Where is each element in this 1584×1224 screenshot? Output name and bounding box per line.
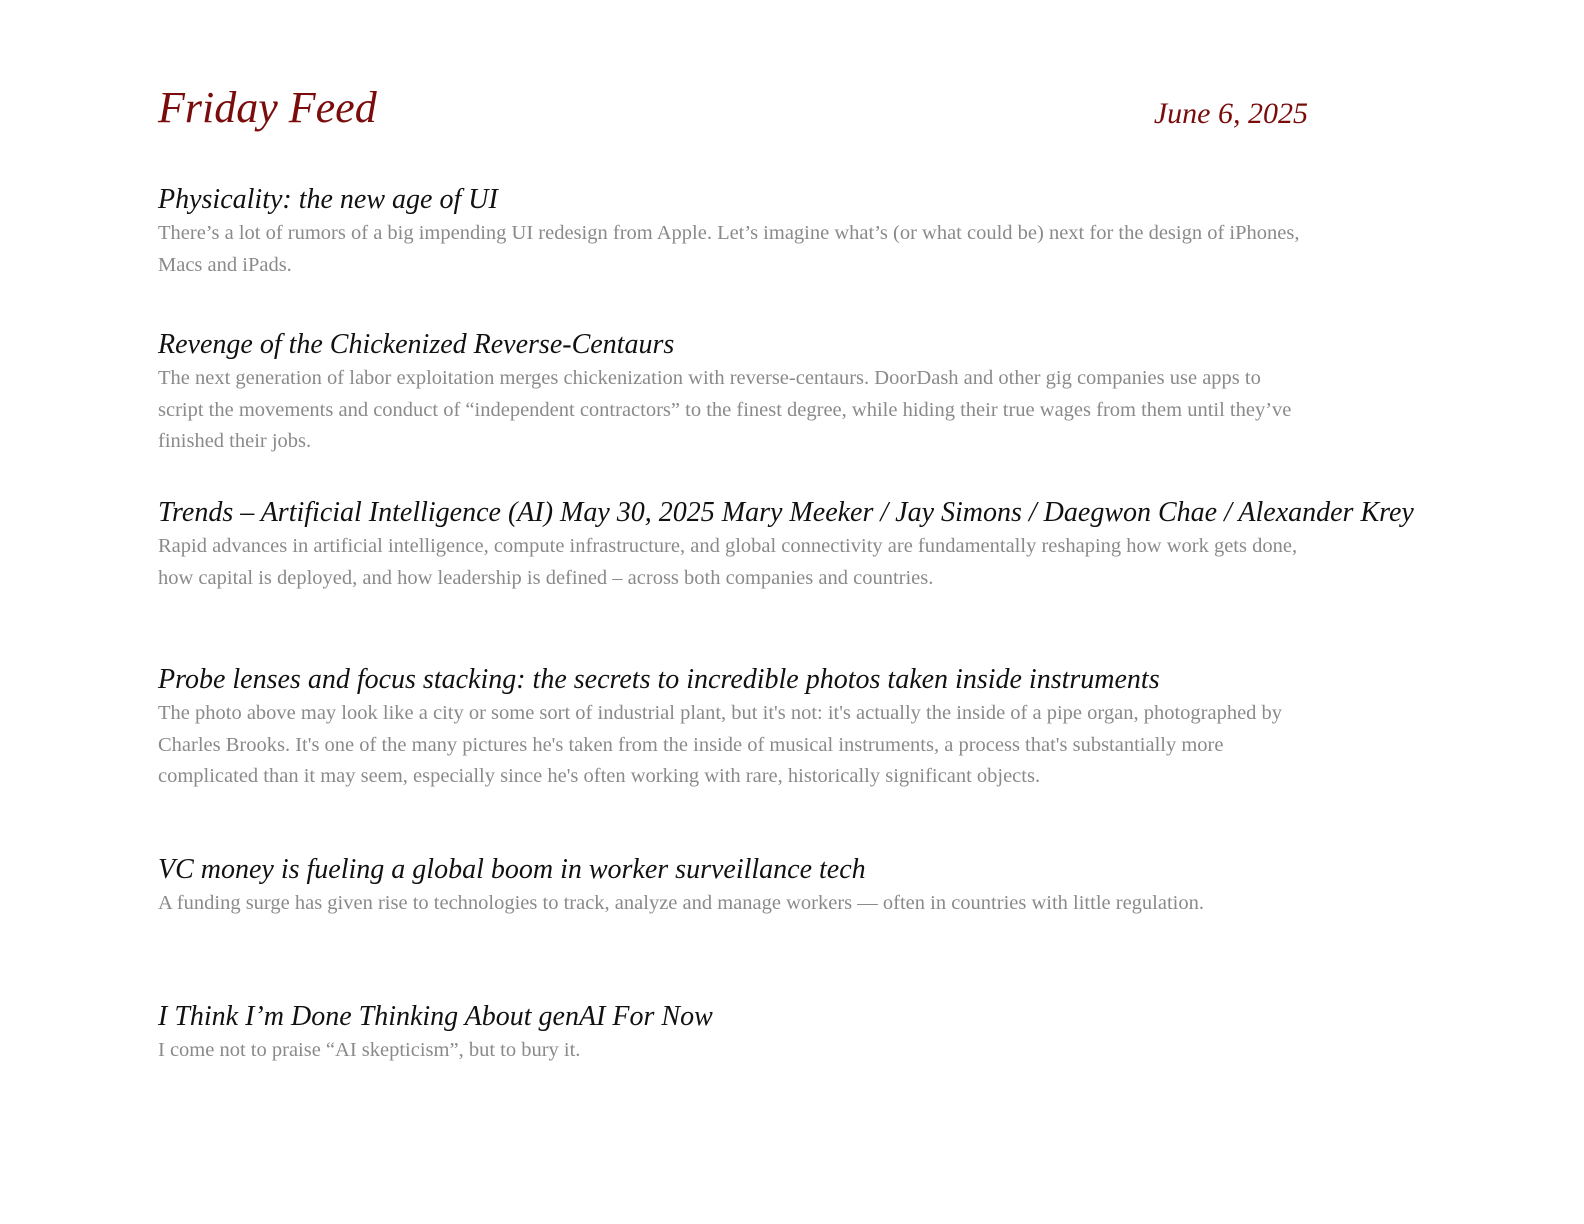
article-title-link[interactable]: Trends – Artificial Intelligence (AI) May 30, 2025 Mary Meeker / Jay Simons / Daegwon Chae / Alexander Krey — [158, 497, 1414, 528]
article-summary: The photo above may look like a city or some sort of industrial plant, but it's not: it's actually the inside of a pipe organ, photographed by Charles Brooks. It's one of the many pictures he's taken from the inside of musical instruments, a process that's substantially more complicated than it may seem, especially since he's often working with rare, historically significant objects. — [158, 702, 1283, 788]
article-item — [158, 327, 1308, 458]
article-title-link[interactable]: Probe lenses and focus stacking: the secrets to incredible photos taken inside instruments — [158, 664, 1160, 695]
article-title-link[interactable]: I Think I’m Done Thinking About genAI For Now — [158, 1001, 713, 1032]
article-title-link[interactable]: Physicality: the new age of UI — [158, 184, 498, 215]
article-item — [158, 852, 1308, 920]
article-title-link[interactable]: Revenge of the Chickenized Reverse-Centaurs — [158, 329, 675, 360]
article-item — [158, 999, 1308, 1067]
feed-header — [158, 80, 1308, 140]
article-summary: I come not to praise “AI skepticism”, but to bury it. — [158, 1039, 581, 1061]
article-item — [158, 495, 1414, 594]
article-summary: There’s a lot of rumors of a big impending UI redesign from Apple. Let’s imagine what’s (or what could be) next for the design of iPhones, Macs and iPads. — [158, 222, 1300, 276]
article-item — [158, 662, 1308, 793]
feed-date: June 6, 2025 — [1153, 97, 1308, 130]
article-summary: A funding surge has given rise to technologies to track, analyze and manage workers — often in countries with little regulation. — [158, 892, 1204, 914]
page-title: Friday Feed — [158, 83, 377, 132]
article-title-link[interactable]: VC money is fueling a global boom in worker surveillance tech — [158, 854, 866, 885]
article-summary: The next generation of labor exploitation merges chickenization with reverse-centaurs. DoorDash and other gig companies use apps to script the movements and conduct of “independent contractors” to the finest degree, while hiding their true wages from them until they’ve finished their jobs. — [158, 367, 1292, 453]
article-summary: Rapid advances in artificial intelligence, compute infrastructure, and global connectivity are fundamentally reshaping how work gets done, how capital is deployed, and how leadership is defined – across both companies and countries. — [158, 535, 1298, 589]
article-item — [158, 182, 1308, 281]
